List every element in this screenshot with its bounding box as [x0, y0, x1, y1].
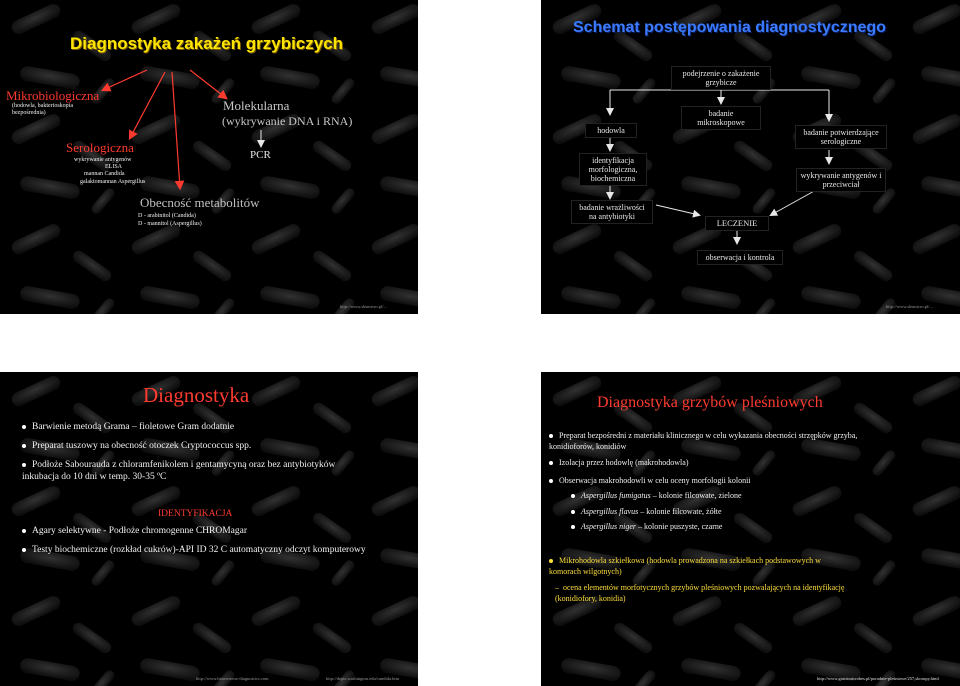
species-item-1 [571, 491, 742, 500]
species-desc: – kolonie filcowate, zielone [652, 491, 742, 500]
sero-heading: Serologiczna [66, 140, 134, 155]
bullet-item-4 [22, 526, 392, 536]
bullet-text: Agary selektywne - Podłoże chromogenne CHROMagar [32, 526, 248, 536]
bullet-icon [549, 461, 553, 465]
bullet-item-5 [22, 544, 382, 556]
bullet-text: Mikrohodowla szkiełkowa (hodowla prowadzona na szkiełkach podstawowych w komorach wilgotnych) [549, 556, 821, 576]
bullet-icon [22, 425, 26, 429]
bullet-icon [22, 463, 26, 467]
node-identyfikacja: identyfikacja morfologiczna, biochemiczna [579, 153, 647, 186]
molek-sub: (wykrywanie DNA i RNA) [222, 114, 353, 128]
bullet-icon [571, 510, 575, 514]
metab-heading: Obecność metabolitów [140, 195, 260, 210]
slide-footer-2: http://depts.washington.edu/candida.htm [326, 676, 400, 681]
node-mikroskopowe: badanie mikroskopowe [681, 106, 761, 130]
bullet-item-2 [22, 441, 392, 451]
bullet-text: Preparat bezpośredni z materiału klinicznego w celu wykazania obecności strzępków grzyba, konidioforów, konidiów [549, 431, 858, 451]
pcr-label: PCR [250, 149, 271, 161]
bullet-text: Izolacja przez hodowlę (makrohodowla) [559, 458, 689, 467]
mikro-sub1: (hodowla, bakterioskopia [12, 103, 73, 109]
slide-top-left [0, 0, 418, 314]
sero-l3: mannan Candida [84, 171, 125, 177]
mikro-sub2: bezpośrednia) [12, 110, 46, 116]
bullet-text: Barwienie metodą Grama – fioletowe Gram dodatnie [32, 422, 235, 432]
identyfikacja-subtitle: IDENTYFIKACJA [158, 509, 233, 519]
node-potwierdzajace: badanie potwierdzające serologiczne [795, 125, 887, 149]
bullet-icon [549, 559, 553, 563]
slide-top-right [541, 0, 960, 314]
bullet-icon [549, 479, 553, 483]
mikrohodowla-item [549, 555, 849, 577]
node-podejrzenie: podejrzenie o zakażenie grzybicze [671, 66, 771, 90]
bullet-icon [22, 444, 26, 448]
ocena-item [555, 582, 865, 604]
bullet-text: Preparat tuszowy na obecność otoczek Cryptococcus spp. [32, 441, 252, 451]
slide-title: Diagnostyka [143, 383, 250, 407]
bullet-item-1 [549, 430, 859, 452]
bullet-item-3 [22, 459, 342, 483]
species-name: Aspergillus flavus [581, 507, 639, 516]
node-obserwacja: obserwacja i kontrola [697, 250, 783, 265]
slide-bottom-left [0, 372, 418, 686]
bullet-icon [571, 494, 575, 498]
sero-l1: wykrywanie antygenów [74, 157, 132, 163]
species-item-2 [571, 507, 722, 516]
metab-l1: D - arabinitol (Candida) [138, 213, 196, 219]
species-desc: – kolonie filcowate, żółte [640, 507, 722, 516]
slide-title: Diagnostyka zakażeń grzybiczych [70, 34, 344, 53]
bullet-item-2 [549, 458, 859, 467]
bullet-text: ocena elementów morfotycznych grzybów pleśniowych pozwalających na identyfikację (konidiofory, konidia) [555, 583, 845, 603]
bullet-icon [549, 434, 553, 438]
slide-title: Diagnostyka grzybów pleśniowych [597, 394, 823, 411]
node-hodowla: hodowla [585, 123, 637, 138]
slide-footer: http://www.sbsmicro.pl/... [340, 304, 387, 309]
bullet-icon [571, 525, 575, 529]
molek-heading: Molekularna [223, 98, 290, 113]
node-antygenow: wykrywanie antygenów i przeciwciał [796, 168, 886, 192]
sero-l4: galaktomannan Aspergillus [80, 179, 146, 185]
slide-footer: http://www.sbsmicro.pl/... [886, 304, 933, 309]
slide-bottom-right [541, 372, 960, 686]
sero-l2: ELISA [105, 164, 122, 170]
bullet-text: Obserwacja makrohodowli w celu oceny morfologii kolonii [559, 476, 751, 485]
mikro-heading: Mikrobiologiczna [6, 88, 100, 103]
node-leczenie: LECZENIE [705, 216, 769, 231]
bullet-icon [22, 529, 26, 533]
species-name: Aspergillus fumigatus [581, 491, 651, 500]
metab-l2: D - mannitol (Aspergillus) [138, 221, 202, 227]
bullet-item-3 [549, 476, 859, 485]
dash-icon: – [555, 583, 563, 592]
node-wrazliwosci: badanie wrażliwości na antybiotyki [571, 200, 653, 224]
species-desc: – kolonie puszyste, czarne [638, 522, 723, 531]
slide-footer: http://www.gastrimicrobes.pl/poradnie-pleśniowe/257,skorupy.html [817, 676, 939, 681]
bullet-icon [22, 548, 26, 552]
bullet-text: Testy biochemiczne (rozkład cukrów)-API ID 32 C automatyczny odczyt komputerowy [32, 545, 366, 555]
bullet-text: Podłoże Sabourauda z chloramfenikolem i gentamycyną oraz bez antybiotyków inkubacja do 10 dni w temp. 30-35 ºC [22, 460, 336, 482]
arrows [0, 0, 418, 314]
species-name: Aspergillus niger [581, 522, 637, 531]
slide-footer-1: http://www.biomerieux-diagnostics.com [196, 676, 269, 681]
slide-title: Schemat postępowania diagnostycznego [573, 19, 886, 36]
species-item-3 [571, 522, 722, 531]
bullet-item-1 [22, 422, 392, 432]
